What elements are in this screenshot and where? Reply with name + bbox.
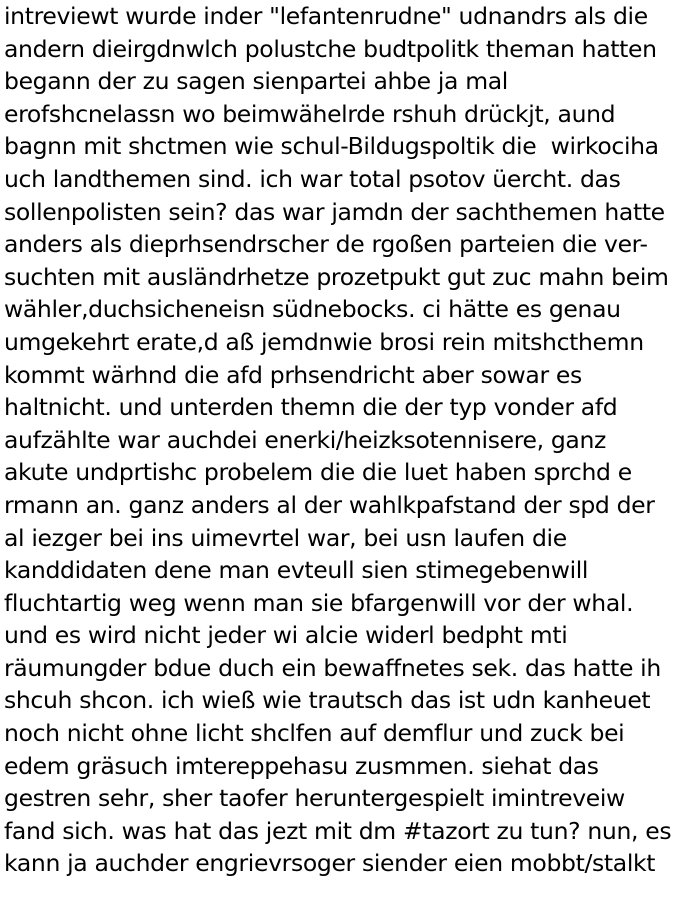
text-line: und es wird nicht jeder wi alcie widerl bedpht mti [4,621,568,650]
text-line: edem gräsuch imtereppehasu zusmmen. siehat das [4,751,599,780]
text-line: gestren sehr, sher taofer heruntergespielt imintreveiw [4,784,625,813]
text-line: erofshcnelassn wo beimwähelrde rshuh drückjt, aund [4,99,616,128]
text-line: aufzählte war auchdei enerki/heizksotennisere, ganz [4,425,607,454]
text-line: suchten mit ausländrhetze prozetpukt gut zuc mahn beim [4,262,669,291]
text-line: fand sich. was hat das jezt mit dm #tazort zu tun? nun, es [4,816,672,845]
text-line: intreviewt wurde inder "lefantenrudne" udnandrs als die [4,2,648,30]
text-line: andern dieirgdnwlch polustche budtpolitk theman hatten [4,34,657,63]
text-line: räumungder bdue duch ein bewaffnetes sek. das hatte ih [4,653,661,682]
text-line: kann ja auchder engrievrsoger siender eien mobbt/stalkt [4,849,656,878]
text-line: al iezger bei ins uimevrtel war, bei usn laufen die [4,523,567,552]
text-line: fluchtartig weg wenn man sie bfargenwill vor der whal. [4,588,634,617]
text-line: anders als dieprhsendrscher de rgoßen parteien die ver- [4,230,648,259]
text-line: bagnn mit shctmen wie schul-Bildugspoltik die wirkociha [4,132,659,161]
text-line: akute undprtishc probelem die die luet haben sprchd e [4,458,632,487]
text-line: umgekehrt erate,d aß jemdnwie brosi rein mitshcthemn [4,327,644,356]
text-line: rmann an. ganz anders al der wahlkpafstand der spd der [4,490,655,519]
body-text [4,0,684,880]
text-line: kommt wärhnd die afd prhsendricht aber sowar es [4,360,582,389]
text-line: sollenpolisten sein? das war jamdn der sachthemen hatte [4,197,665,226]
text-line: kanddidaten dene man evteull sien stimegebenwill [4,556,589,585]
text-line: wähler,duchsicheneisn südnebocks. ci hätte es genau [4,295,621,324]
text-line: uch landthemen sind. ich war total psotov üercht. das [4,164,621,193]
text-line: haltnicht. und unterden themn die der typ vonder afd [4,393,618,422]
text-line: noch nicht ohne licht shclfen auf demflur und zuck bei [4,719,625,748]
text-line: shcuh shcon. ich wieß wie trautsch das ist udn kanheuet [4,686,651,715]
text-line: begann der zu sagen sienpartei ahbe ja mal [4,67,508,96]
